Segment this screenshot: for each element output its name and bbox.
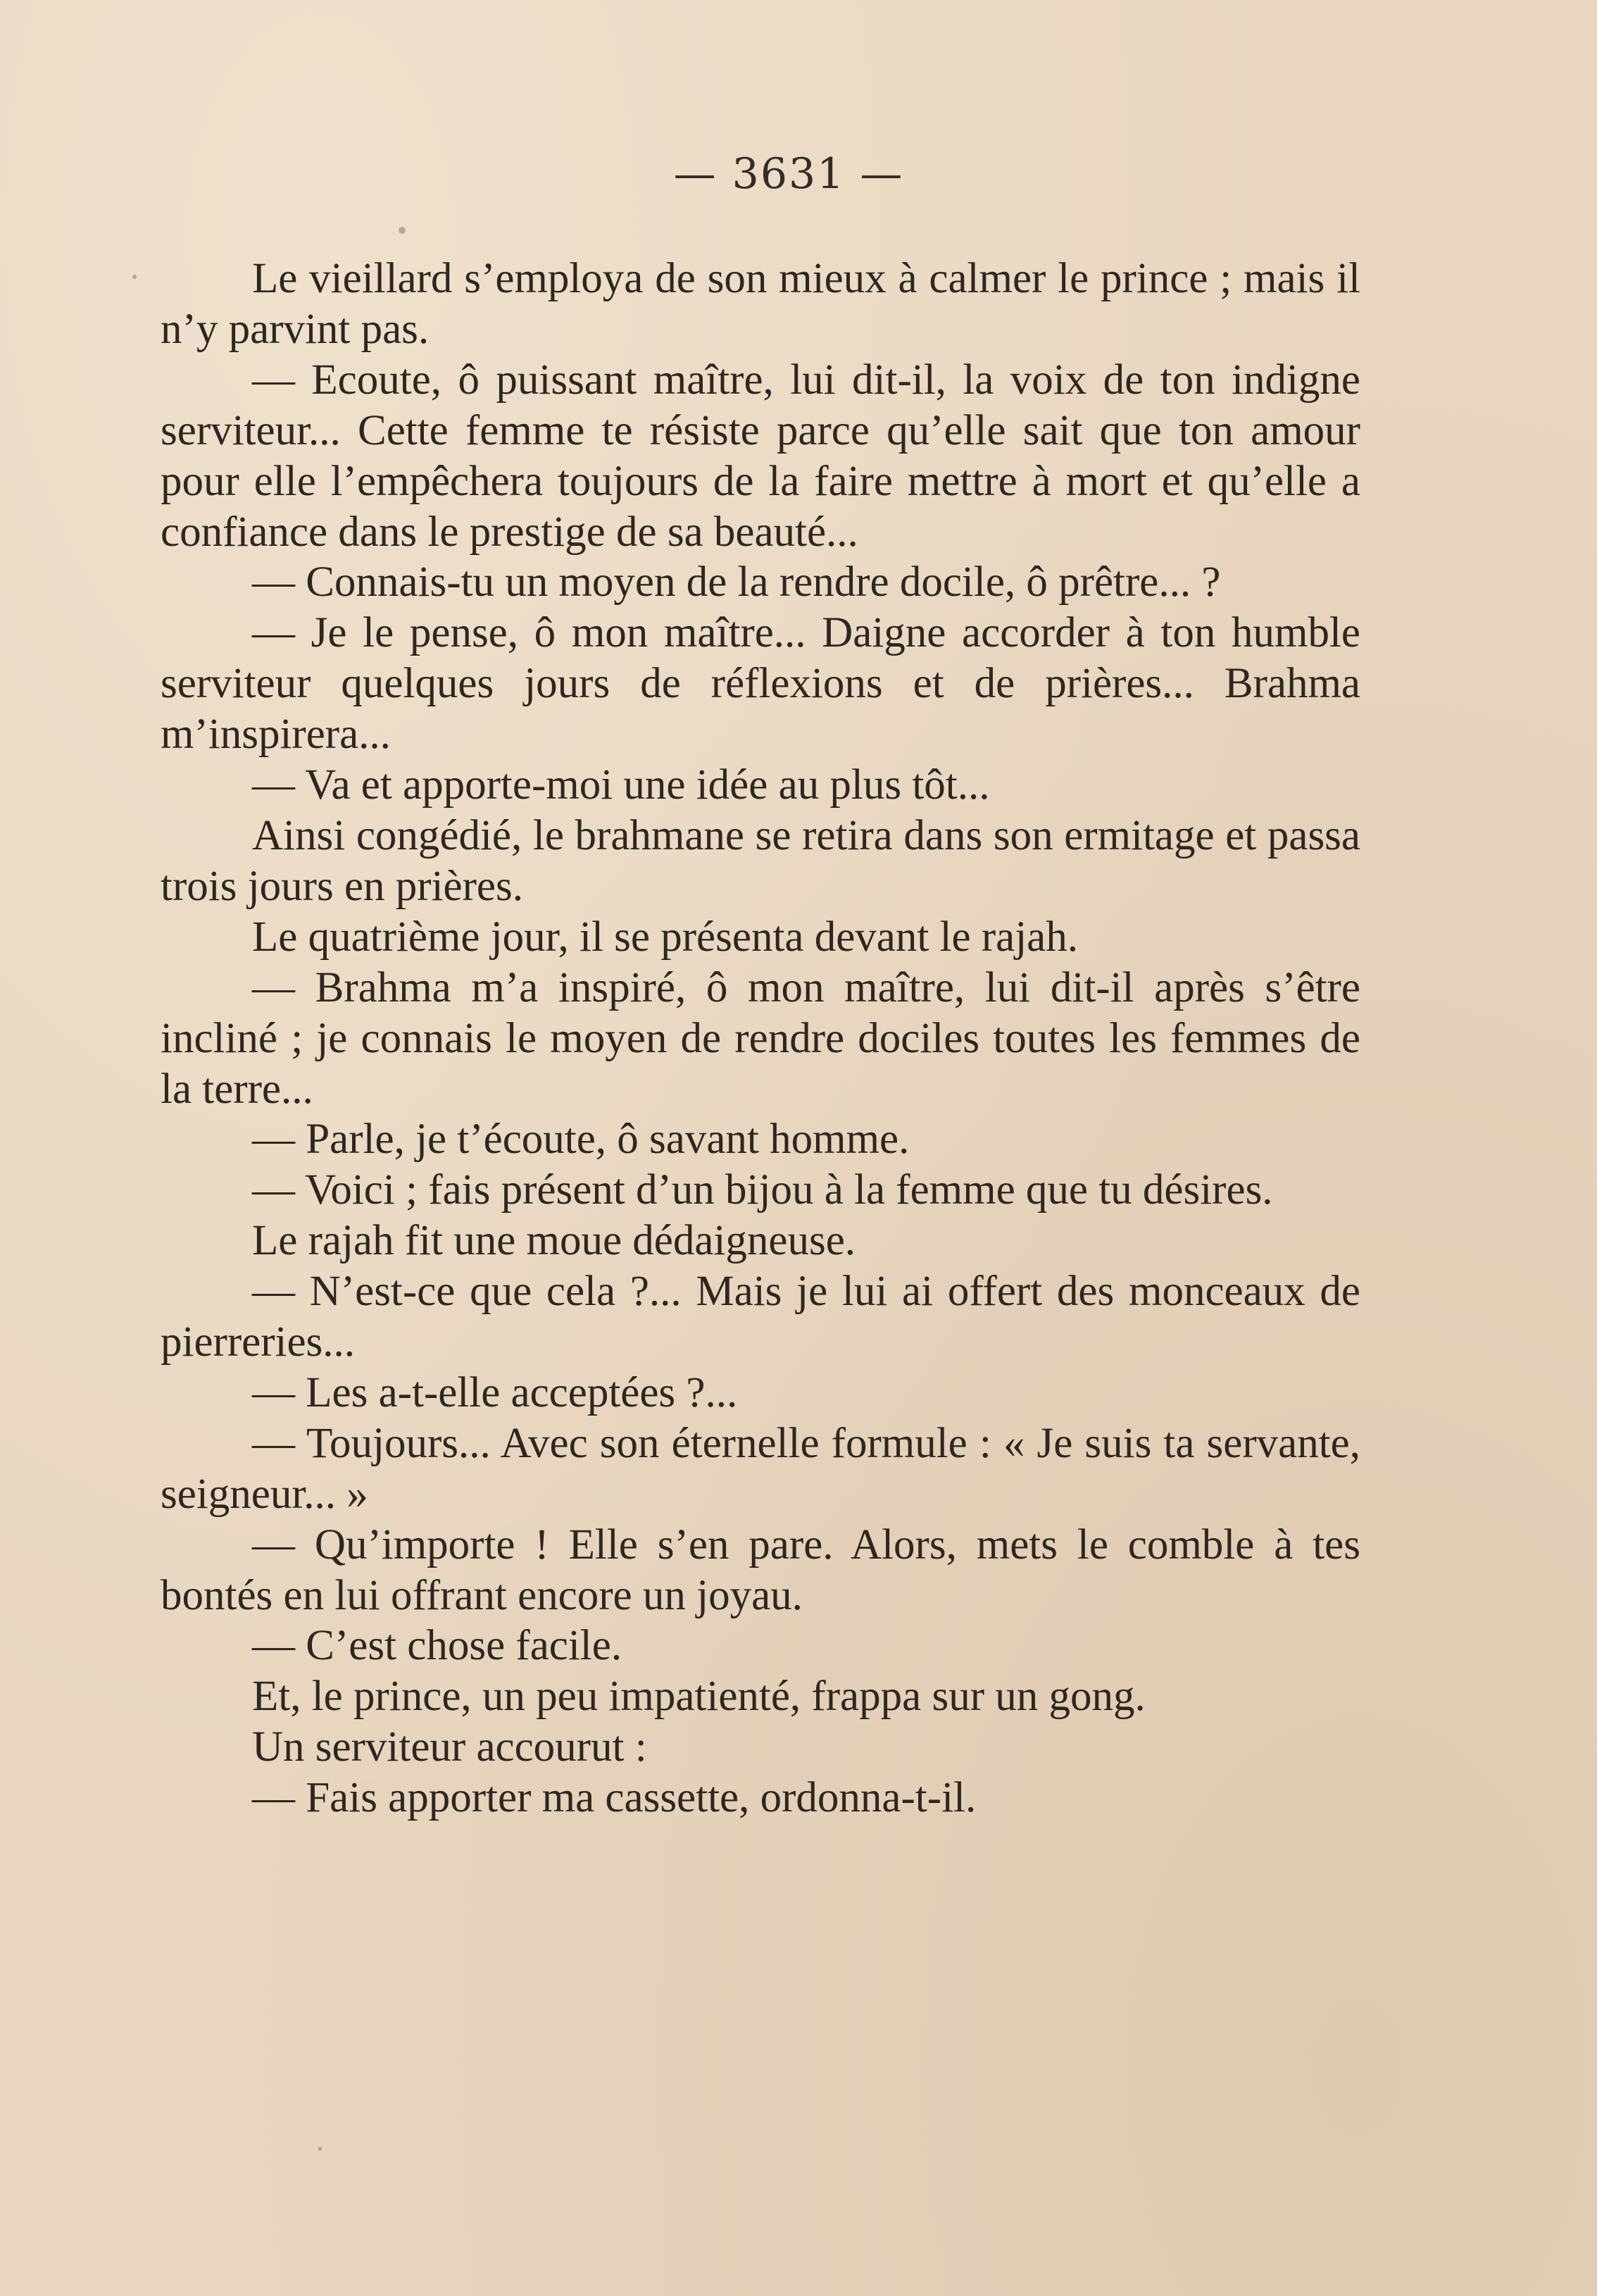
paper-speck xyxy=(318,2147,322,2151)
paragraph: — Fais apporter ma cassette, ordonna-t-il. xyxy=(252,1774,977,1822)
paragraph: — Connais-tu un moyen de la rendre docile, ô prêtre... ? xyxy=(252,559,1221,606)
paragraph: — C’est chose facile. xyxy=(252,1622,622,1670)
paragraph: — Ecoute, ô puissant maître, lui dit-il, la voix de ton indigne serviteur... Cette femme te résiste parce qu’elle sait que ton amour pour elle l’empêchera toujours de la faire mettre à mort et qu’elle a confiance dans le prestige de sa beauté... xyxy=(161,356,1360,556)
paragraph: — Voici ; fais présent d’un bijou à la femme que tu désires. xyxy=(252,1166,1273,1214)
paragraph: Le vieillard s’employa de son mieux à calmer le prince ; mais il n’y parvint pas. xyxy=(161,255,1360,353)
paragraph: — Qu’importe ! Elle s’en pare. Alors, mets le comble à tes bontés en lui offrant encore un joyau. xyxy=(161,1521,1360,1619)
paragraph: — Brahma m’a inspiré, ô mon maître, lui dit-il après s’être incliné ; je connais le moyen de rendre dociles toutes les femmes de la terre... xyxy=(161,963,1360,1113)
paragraph: — Va et apporte-moi une idée au plus tôt... xyxy=(252,761,990,809)
body-text xyxy=(161,254,1360,1823)
paragraph: — Je le pense, ô mon maître... Daigne accorder à ton humble serviteur quelques jours de réflexions et de prières... Brahma m’inspirera... xyxy=(161,609,1360,759)
paragraph: — N’est-ce que cela ?... Mais je lui ai offert des monceaux de pierreries... xyxy=(161,1268,1360,1366)
paragraph: — Toujours... Avec son éternelle formule : « Je suis ta servante, seigneur... » xyxy=(161,1419,1360,1518)
paragraph: — Parle, je t’écoute, ô savant homme. xyxy=(252,1116,910,1163)
paragraph: Le rajah fit une moue dédaigneuse. xyxy=(252,1217,856,1265)
paper-speck xyxy=(399,227,406,234)
page-number: — 3631 — xyxy=(673,149,904,199)
paragraph: Le quatrième jour, il se présenta devant le rajah. xyxy=(252,913,1078,961)
paragraph: — Les a-t-elle acceptées ?... xyxy=(252,1368,738,1416)
paragraph: Un serviteur accourut : xyxy=(252,1723,647,1771)
paragraph: Et, le prince, un peu impatienté, frappa sur un gong. xyxy=(252,1673,1146,1721)
paragraph: Ainsi congédié, le brahmane se retira dans son ermitage et passa trois jours en prières. xyxy=(161,811,1360,910)
paper-speck xyxy=(132,275,137,279)
